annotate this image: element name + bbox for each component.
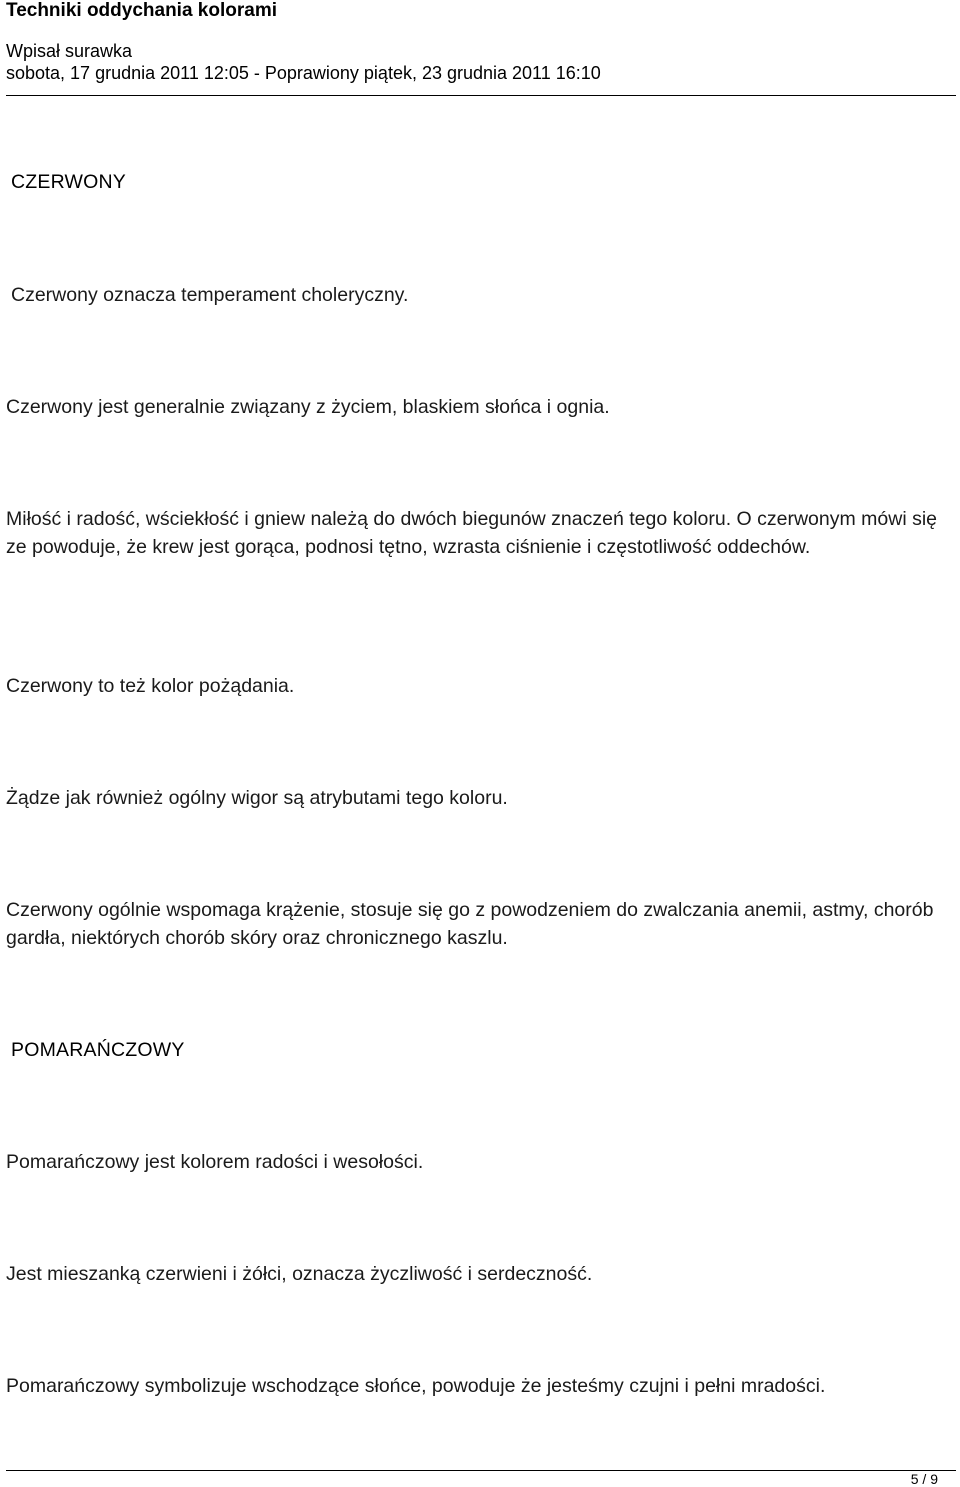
document-header [6,0,956,84]
paragraph: Żądze jak również ogólny wigor są atrybutami tego koloru. [6,787,508,809]
section-heading-orange: POMARAŃCZOWY [11,1039,185,1061]
paragraph: Czerwony ogólnie wspomaga krążenie, stosuje się go z powodzeniem do zwalczania anemii, astmy, chorób gardła, niektórych chorób skóry oraz chronicznego kaszlu. [6,899,934,949]
paragraph: Czerwony to też kolor pożądania. [6,675,295,697]
date-line: sobota, 17 grudnia 2011 12:05 - Poprawiony piątek, 23 grudnia 2011 16:10 [6,63,601,83]
paragraph: Miłość i radość, wściekłość i gniew należą do dwóch biegunów znaczeń tego koloru. O czerwonym mówi się ze powoduje, że krew jest gorąca, podnosi tętno, wzrasta ciśnienie i częstotliwość oddechów. [6,508,938,558]
document-title: Techniki oddychania kolorami [6,0,277,21]
paragraph: Czerwony oznacza temperament choleryczny. [11,284,409,306]
header-divider [6,95,956,96]
paragraph: Pomarańczowy symbolizuje wschodzące słońce, powoduje że jesteśmy czujni i pełni mradości. [6,1375,826,1397]
section-heading-red: CZERWONY [11,171,126,193]
paragraph: Czerwony jest generalnie związany z życiem, blaskiem słońca i ognia. [6,396,610,418]
paragraph: Pomarańczowy jest kolorem radości i wesołości. [6,1151,424,1173]
author-line: Wpisał surawka [6,41,133,61]
footer-divider [6,1470,956,1471]
page-number: 5 / 9 [910,1471,938,1487]
paragraph: Jest mieszanką czerwieni i żółci, oznacza życzliwość i serdeczność. [6,1263,593,1285]
